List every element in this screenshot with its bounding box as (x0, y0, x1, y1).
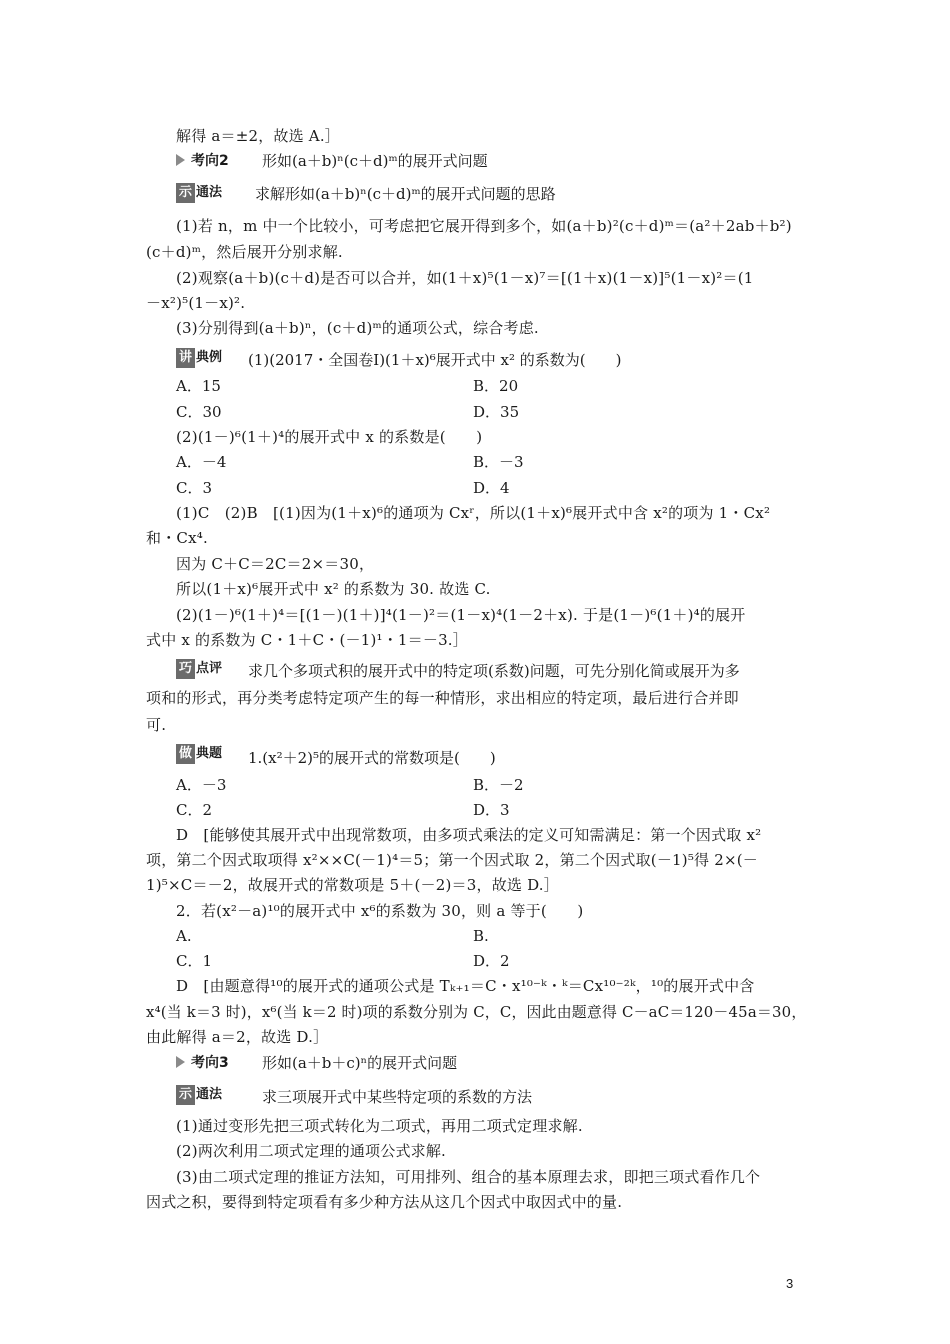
text-line: 可. (146, 716, 167, 734)
text-line: (1)通过变形先把三项式转化为二项式，再用二项式定理求解. (176, 1117, 583, 1135)
text-line: 所以(1＋x)⁶展开式中 x² 的系数为 30. 故选 C. (176, 580, 491, 598)
text-line: (3)由二项式定理的推证方法知，可用排列、组合的基本原理去求，即把三项式看作几个 (176, 1168, 761, 1186)
triangle-marker-icon (176, 154, 185, 166)
tag-box: 巧 (176, 659, 195, 679)
section-tag (176, 348, 222, 368)
kaoxiang-label: 考向2 (191, 153, 229, 169)
text-line: D [由题意得¹⁰的展开式的通项公式是 Tₖ₊₁＝C・x¹⁰⁻ᵏ・ᵏ＝Cx¹⁰⁻²ᵏ，¹⁰的展开式中含 (176, 977, 755, 995)
option-c: C．1 (176, 952, 213, 970)
text-line: x⁴(当 k＝3 时)，x⁶(当 k＝2 时)项的系数分别为 C，C，因此由题意得 C－aC＝120－45a＝30， (146, 1003, 807, 1021)
option-b: B. (473, 927, 489, 945)
text-line: 由此解得 a＝2，故选 D.］ (146, 1028, 329, 1046)
tag-box: 做 (176, 744, 195, 764)
section-tag (176, 659, 222, 679)
section-tag (176, 183, 222, 203)
tag-rest: 典题 (196, 746, 223, 761)
exercise-question: 1.(x²＋2)⁵的展开式的常数项是( ) (248, 749, 496, 767)
text-line: 式中 x 的系数为 C・1＋C・(－1)¹・1＝－3.］ (146, 631, 468, 649)
text-line: 因为 C＋C＝2C＝2×＝30， (176, 555, 375, 573)
text-line: (2)(1－)⁶(1＋)⁴＝[(1－)(1＋)]⁴(1－)²＝(1－x)⁴(1－2＋x). 于是(1－)⁶(1＋)⁴的展开 (176, 606, 746, 624)
kaoxiang-label: 考向3 (191, 1055, 229, 1071)
text-line: －x²)⁵(1－x)². (146, 294, 246, 312)
option-c: C．2 (176, 801, 213, 819)
section-tag (176, 744, 222, 764)
text-line: 2．若(x²－a)¹⁰的展开式中 x⁶的系数为 30，则 a 等于( ) (176, 902, 584, 920)
text-line: (2)(1－)⁶(1＋)⁴的展开式中 x 的系数是( ) (176, 428, 483, 446)
kaoxiang-heading (176, 1054, 229, 1072)
option-a: A. (176, 927, 192, 945)
example-question: (1)(2017・全国卷Ⅰ)(1＋x)⁶展开式中 x² 的系数为( ) (248, 351, 622, 369)
option-d: D．4 (473, 479, 510, 497)
option-d: D．2 (473, 952, 510, 970)
option-b: B．－2 (473, 776, 524, 794)
option-c: C．3 (176, 479, 213, 497)
tag-box: 讲 (176, 348, 195, 368)
text-line: D [能够使其展开式中出现常数项，由多项式乘法的定义可知需满足：第一个因式取 x² (176, 826, 762, 844)
option-b: B．－3 (473, 453, 524, 471)
option-a: A．15 (176, 377, 221, 395)
option-d: D．3 (473, 801, 510, 819)
tag-box: 示 (176, 183, 195, 203)
option-b: B．20 (473, 377, 519, 395)
kaoxiang-heading (176, 152, 229, 170)
section-title: 求解形如(a＋b)ⁿ(c＋d)ᵐ的展开式问题的思路 (255, 185, 556, 203)
text-line: 解得 a＝±2，故选 A.］ (176, 127, 340, 145)
triangle-marker-icon (176, 1056, 185, 1068)
text-line: 因式之积，要得到特定项看有多少种方法从这几个因式中取因式中的量. (146, 1193, 623, 1211)
text-line: (1)C (2)B [(1)因为(1＋x)⁶的通项为 Cxʳ，所以(1＋x)⁶展开式中含 x²的项为 1・Cx² (176, 504, 771, 522)
text-line: 项和的形式，再分类考虑特定项产生的每一种情形，求出相应的特定项，最后进行合并即 (146, 689, 739, 707)
text-line: 和・Cx⁴. (146, 529, 208, 547)
text-line: (1)若 n，m 中一个比较小，可考虑把它展开得到多个，如(a＋b)²(c＋d)ᵐ＝(a²＋2ab＋b²) (176, 217, 792, 235)
option-c: C．30 (176, 403, 222, 421)
option-d: D．35 (473, 403, 520, 421)
text-line: 1)⁵×C＝－2，故展开式的常数项是 5＋(－2)＝3，故选 D.］ (146, 876, 559, 894)
tag-rest: 通法 (196, 1087, 223, 1102)
option-a: A．－4 (176, 453, 227, 471)
section-tag (176, 1085, 222, 1105)
option-a: A．－3 (176, 776, 227, 794)
page-number: 3 (786, 1276, 794, 1291)
text-line: 项，第二个因式取项得 x²××C(－1)⁴＝5；第一个因式取 2，第二个因式取(－1)⁵得 2×(－ (146, 851, 758, 869)
text-line: (3)分别得到(a＋b)ⁿ，(c＋d)ᵐ的通项公式，综合考虑. (176, 319, 539, 337)
section-title: 求三项展开式中某些特定项的系数的方法 (262, 1088, 533, 1106)
tag-rest: 通法 (196, 185, 223, 200)
text-line: (2)观察(a＋b)(c＋d)是否可以合并，如(1＋x)⁵(1－x)⁷＝[(1＋x)(1－x)]⁵(1－x)²＝(1 (176, 269, 754, 287)
text-line: (c＋d)ᵐ，然后展开分别求解. (146, 243, 343, 261)
tag-rest: 典例 (196, 350, 223, 365)
kaoxiang-title: 形如(a＋b)ⁿ(c＋d)ᵐ的展开式问题 (262, 152, 488, 170)
comment-text: 求几个多项式积的展开式中的特定项(系数)问题，可先分别化简或展开为多 (248, 662, 740, 680)
tag-box: 示 (176, 1085, 195, 1105)
tag-rest: 点评 (196, 661, 223, 676)
text-line: (2)两次利用二项式定理的通项公式求解. (176, 1142, 447, 1160)
kaoxiang-title: 形如(a＋b＋c)ⁿ的展开式问题 (262, 1054, 458, 1072)
